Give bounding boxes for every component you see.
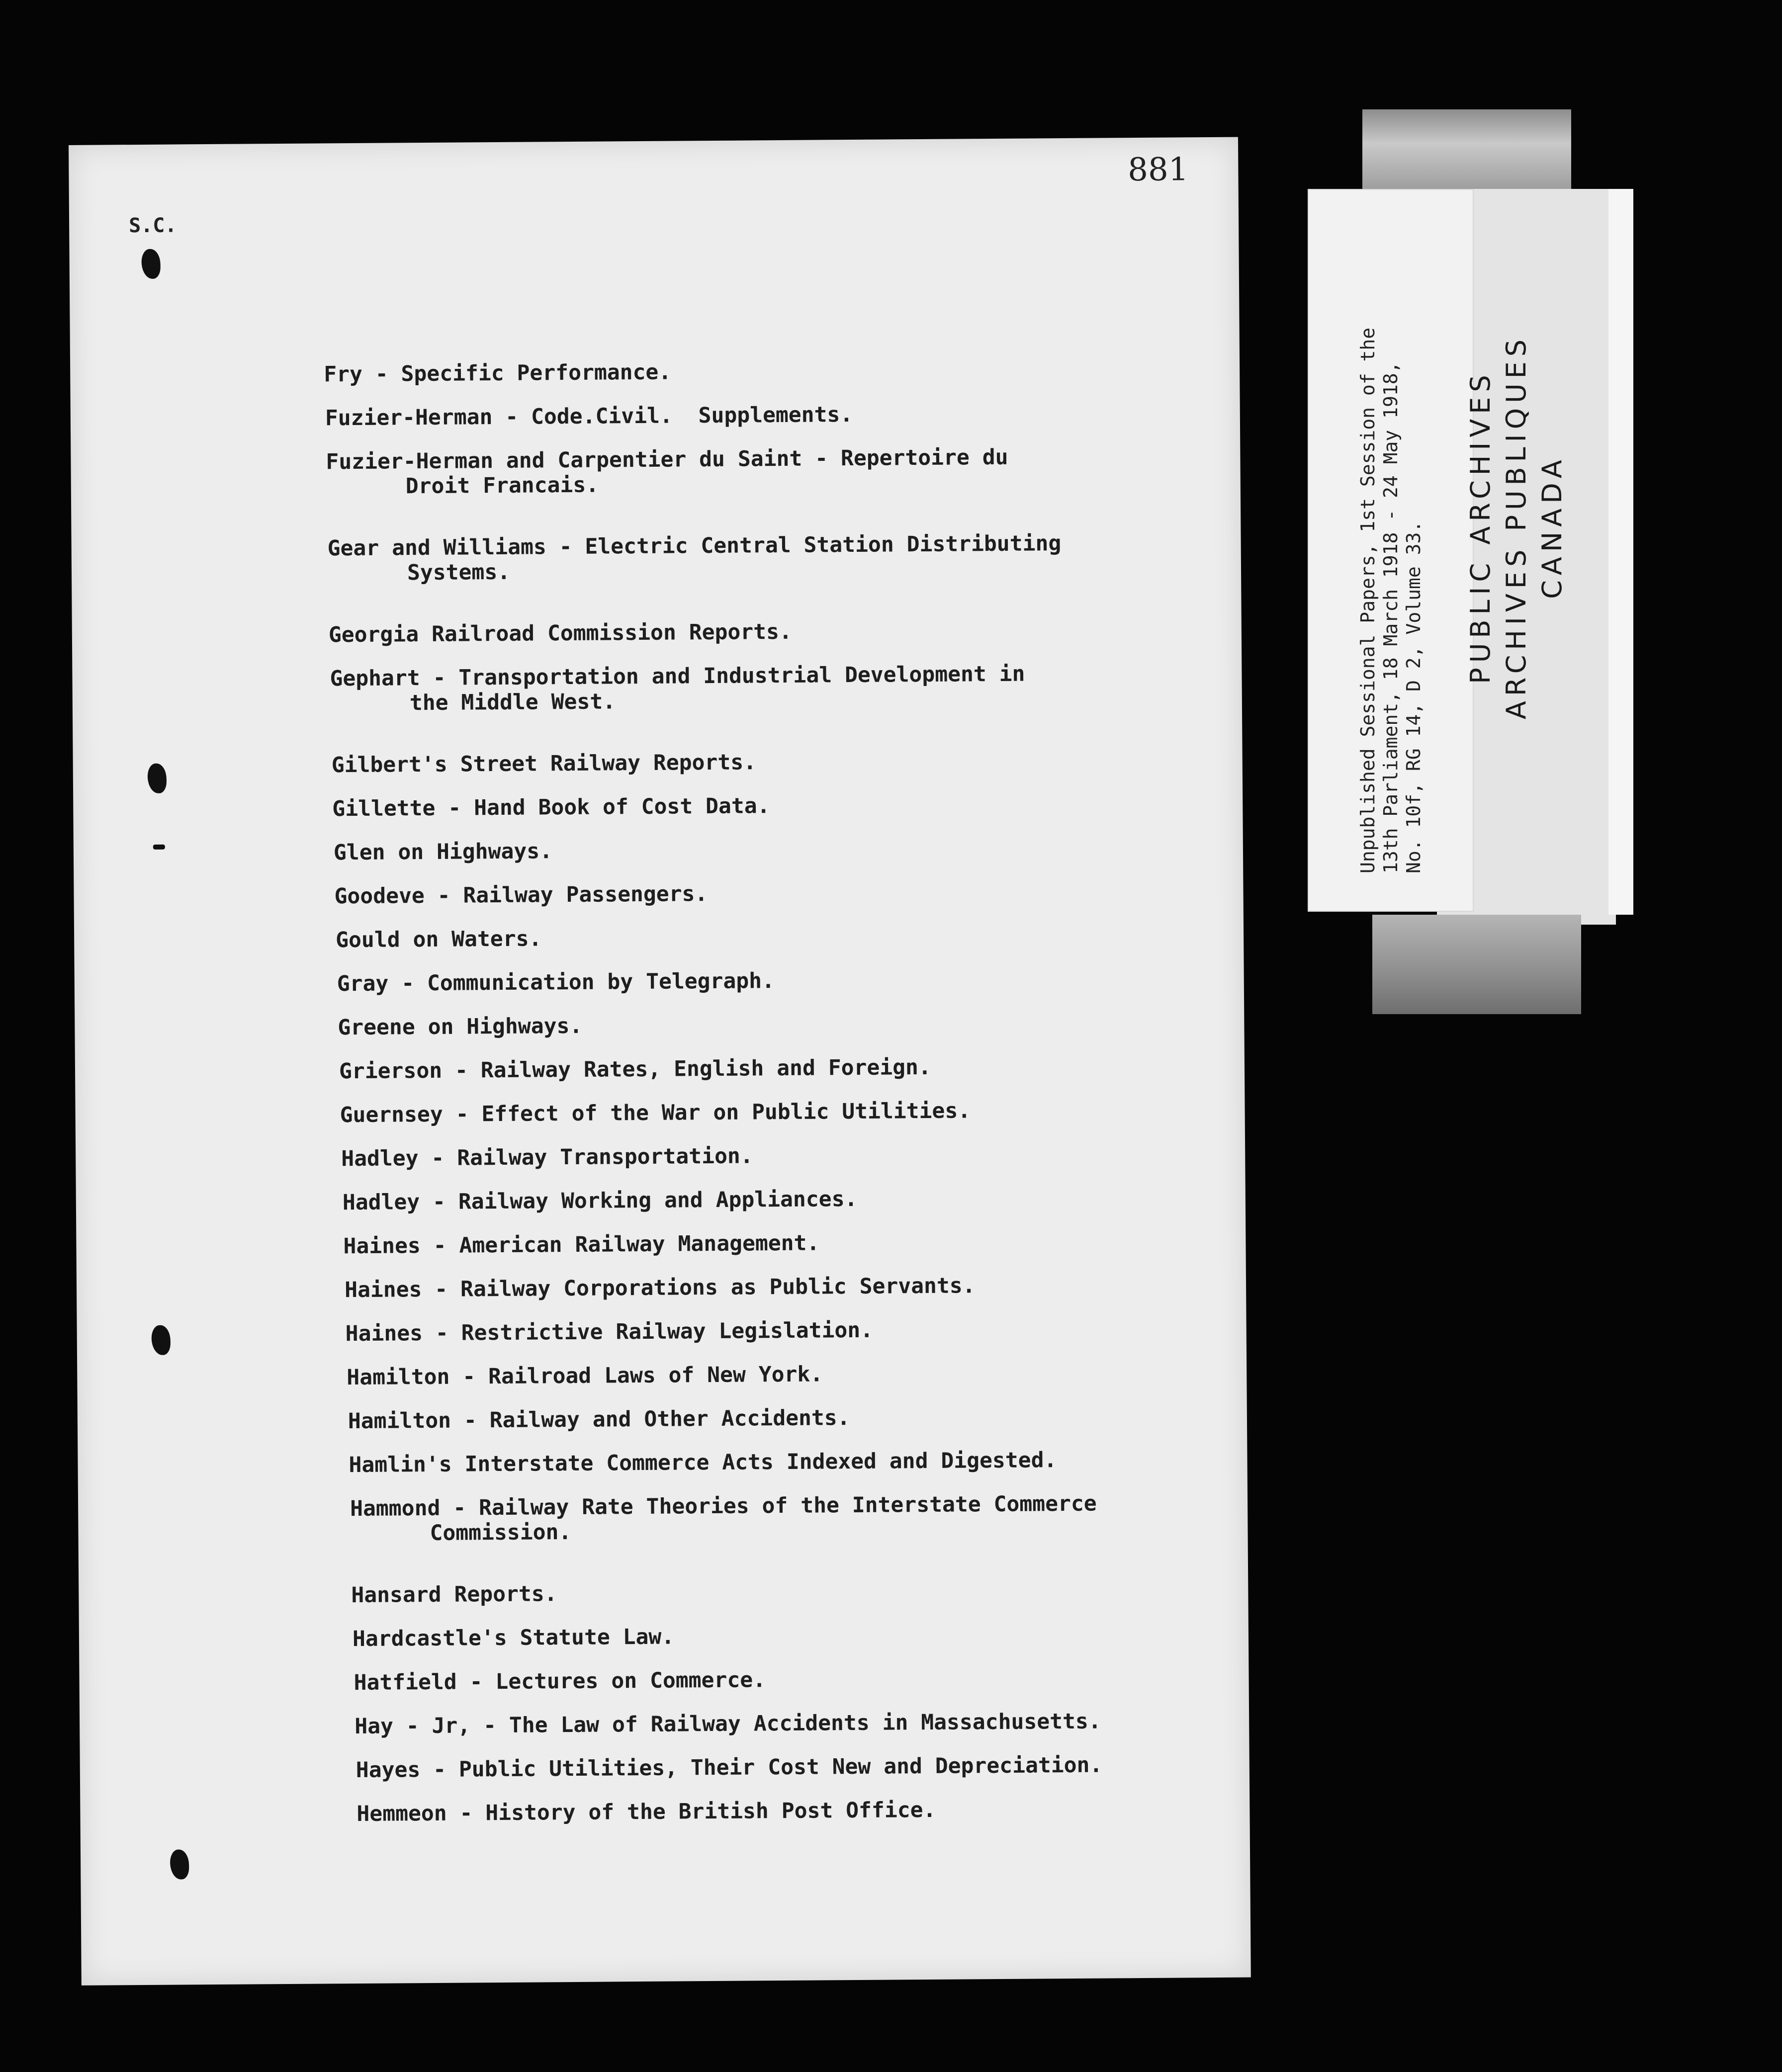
archives-stamp-text bbox=[1463, 278, 1570, 776]
reference-entry bbox=[350, 1490, 1227, 1546]
reference-title: Greene on Highways. bbox=[338, 1013, 583, 1040]
reference-entry bbox=[334, 834, 1222, 865]
reference-title: Haines - American Railway Management. bbox=[343, 1230, 820, 1259]
reference-title: Hayes - Public Utilities, Their Cost New and Depreciation. bbox=[356, 1752, 1103, 1783]
reference-entry bbox=[343, 1184, 1225, 1215]
stamp-strip-edge bbox=[1608, 189, 1633, 915]
reference-entry bbox=[330, 660, 1221, 716]
archives-line: PUBLIC ARCHIVES bbox=[1465, 370, 1496, 684]
punch-hole-mark bbox=[141, 249, 160, 279]
reference-title: Glen on Highways. bbox=[333, 839, 553, 865]
reference-entry bbox=[347, 1359, 1226, 1390]
reference-entry bbox=[346, 1315, 1226, 1346]
reference-title: Hadley - Railway Transportation. bbox=[341, 1143, 753, 1172]
punch-hole-mark bbox=[152, 1325, 171, 1355]
reference-title: Hamlin's Interstate Commerce Acts Indexed and Digested. bbox=[349, 1448, 1057, 1478]
reference-entry bbox=[336, 922, 1223, 952]
reference-entry bbox=[341, 1140, 1224, 1171]
label-line: 13th Parliament, 18 March 1918 - 24 May 1918, bbox=[1380, 361, 1402, 873]
reference-entry bbox=[337, 965, 1223, 996]
reference-list bbox=[324, 356, 1229, 1826]
reference-title-continuation: the Middle West. bbox=[409, 689, 616, 716]
reference-title: Hay - Jr, - The Law of Railway Accidents in Massachusetts. bbox=[355, 1709, 1101, 1739]
archive-label-text bbox=[1356, 227, 1425, 873]
reference-title: Guernsey - Effect of the War on Public Utilities. bbox=[340, 1098, 971, 1128]
reference-title: Hamilton - Railway and Other Accidents. bbox=[348, 1405, 850, 1434]
reference-title: Gilbert's Street Railway Reports. bbox=[331, 750, 757, 778]
reference-entry bbox=[328, 530, 1221, 586]
reference-entry bbox=[338, 1009, 1223, 1040]
reference-entry bbox=[332, 747, 1222, 777]
reference-entry bbox=[345, 1272, 1225, 1302]
archive-label bbox=[1308, 189, 1474, 912]
reference-entry bbox=[348, 1403, 1226, 1434]
reference-title-continuation: Systems. bbox=[407, 559, 511, 586]
reference-title: Hatfield - Lectures on Commerce. bbox=[354, 1667, 766, 1696]
reference-title: Hardcastle's Statute Law. bbox=[352, 1624, 675, 1652]
document-page bbox=[69, 137, 1251, 1986]
file-code: S.C. bbox=[128, 214, 177, 238]
reference-entry bbox=[353, 1621, 1228, 1651]
punch-hole-mark bbox=[170, 1849, 189, 1879]
reference-title: Gephart - Transportation and Industrial Development in bbox=[330, 661, 1025, 691]
reference-title: Hansard Reports. bbox=[351, 1581, 557, 1608]
reference-entry bbox=[355, 1708, 1228, 1739]
reference-entry bbox=[332, 790, 1222, 821]
punch-hole-mark bbox=[153, 845, 165, 850]
reference-title: Georgia Railroad Commission Reports. bbox=[328, 619, 793, 648]
archives-line: ARCHIVES PUBLIQUES bbox=[1501, 334, 1532, 720]
label-line: Unpublished Sessional Papers, 1st Session of the bbox=[1357, 327, 1379, 873]
reference-title: Haines - Restrictive Railway Legislation. bbox=[345, 1317, 874, 1347]
reference-title: Gillette - Hand Book of Cost Data. bbox=[332, 793, 770, 822]
reference-title: Goodeve - Railway Passengers. bbox=[334, 881, 708, 909]
reference-entry bbox=[334, 878, 1222, 909]
paper-clip-top bbox=[1362, 109, 1571, 194]
reference-title: Hadley - Railway Working and Appliances. bbox=[342, 1186, 858, 1215]
reference-title: Hammond - Railway Rate Theories of the Interstate Commerce bbox=[350, 1491, 1097, 1522]
reference-entry bbox=[354, 1664, 1228, 1695]
reference-title: Fuzier-Herman and Carpentier du Saint - Repertoire du bbox=[326, 444, 1008, 475]
reference-entry bbox=[340, 1097, 1224, 1127]
reference-entry bbox=[349, 1447, 1226, 1477]
reference-title: Fry - Specific Performance. bbox=[324, 359, 672, 387]
reference-title: Haines - Railway Corporations as Public Servants. bbox=[344, 1273, 976, 1303]
archives-line: CANADA bbox=[1536, 455, 1568, 599]
punch-hole-mark bbox=[148, 764, 167, 793]
reference-title-continuation: Commission. bbox=[430, 1520, 572, 1546]
reference-title: Hamilton - Railroad Laws of New York. bbox=[347, 1362, 823, 1390]
reference-entry bbox=[356, 1796, 1229, 1826]
label-line: No. 10f, RG 14, D 2, Volume 33. bbox=[1403, 520, 1425, 873]
reference-entry bbox=[325, 400, 1219, 431]
archive-stamp bbox=[1357, 109, 1636, 1029]
reference-entry bbox=[326, 443, 1220, 500]
reference-title: Gould on Waters. bbox=[336, 926, 542, 953]
reference-entry bbox=[329, 616, 1221, 648]
reference-title-continuation: Droit Francais. bbox=[405, 472, 599, 499]
page-number: 881 bbox=[1127, 151, 1189, 189]
reference-title: Gear and Williams - Electric Central Station Distributing bbox=[327, 531, 1062, 561]
reference-entry bbox=[351, 1577, 1227, 1608]
reference-entry bbox=[324, 356, 1219, 387]
reference-entry bbox=[339, 1053, 1224, 1084]
reference-title: Gray - Communication by Telegraph. bbox=[337, 968, 775, 997]
reference-entry bbox=[356, 1752, 1229, 1783]
reference-title: Grierson - Railway Rates, English and Foreign. bbox=[339, 1054, 932, 1084]
reference-title: Fuzier-Herman - Code.Civil. Supplements. bbox=[325, 402, 853, 431]
paper-clip-bottom bbox=[1372, 915, 1581, 1014]
reference-title: Hemmeon - History of the British Post Office. bbox=[356, 1797, 936, 1827]
reference-entry bbox=[343, 1228, 1225, 1259]
